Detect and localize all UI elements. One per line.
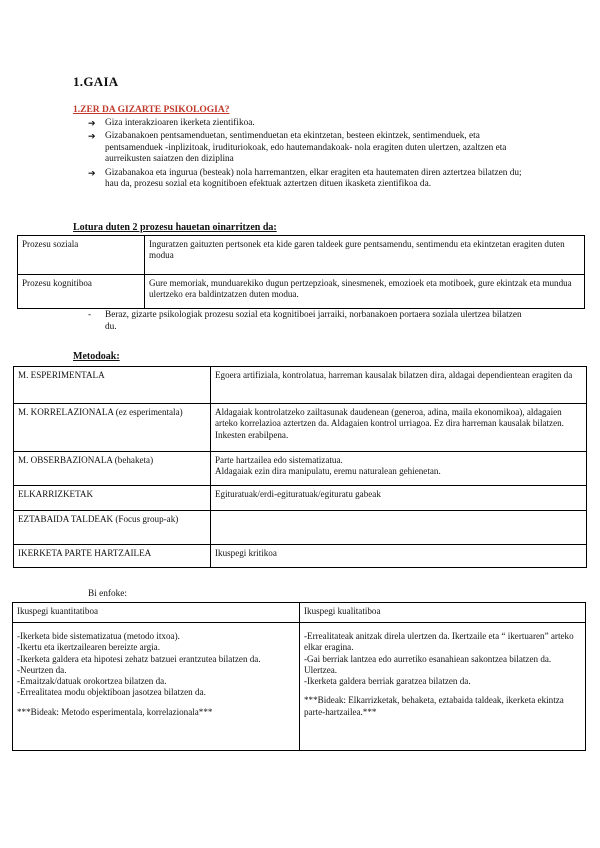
approach-line: -Ikerketa bide sistematizatua (metodo itxoa). [17,631,180,641]
table-row [14,367,587,404]
conclusion-text: Beraz, gizarte psikologiak prozesu sozial eta kognitiboei jarraiki, norbanakoen portaera soziala ulertzea bilatzen du. [105,310,522,332]
table-row [14,545,587,568]
bullet-list [88,118,533,190]
process-name: Prozesu soziala [18,236,145,275]
process-desc: Gure memoriak, munduarekiko dugun pertzepzioak, sinesmenek, emozioek eta motiboek, gure ekintzak eta mundua ulertzeko era baldintzatzen duten modua. [145,275,585,309]
method-name: M. OBSERBAZIONALA (behaketa) [14,452,211,486]
page-title: 1.GAIA [73,74,119,89]
method-desc [211,511,587,545]
method-desc: Aldagaiak kontrolatzeko zailtasunak daudenean (generoa, adina, maila ekonomikoa), aldagaien arteko korrelazioa aztertzen da. Aldagaien kontrol urriagoa. Ez dira harreman kausalak bilatzen. Inkesten erabilpena. [211,404,587,452]
table-row [13,603,586,623]
approach-line: -Ikerketa galdera eta hipotesi zehatz batzuei erantzutea bilatzen da. [17,653,261,664]
method-desc: Ikuspegi kritikoa [211,545,587,568]
table-row [14,511,587,545]
arrow-right-icon: ➔ [88,118,96,128]
approach-line: -Gai berriak lantzea edo aurretiko esanahiean sakontzea bilatzen da. Ulertzea. [304,653,552,675]
approach-header: Ikuspegi kualitatiboa [300,603,586,623]
approach-line: -Ikerketa galdera berriak garatzea bilatzen da. [304,676,471,687]
table-row [14,486,587,511]
method-name: M. ESPERIMENTALA [14,367,211,404]
method-name: IKERKETA PARTE HARTZAILEA [14,545,211,568]
process-desc: Inguratzen gaituzten pertsonek eta kide garen taldeek gure pentsamendu, sentimendu eta ekintzetan eragiten duten modua [145,236,585,275]
approaches-label: Bi enfoke: [88,589,127,599]
approach-qualitative [300,623,586,751]
method-desc: Egoera artifiziala, kontrolatua, harreman kausalak bilatzen dira, aldagai dependientean eragiten da [211,367,587,404]
bullet-text: Gizabanakoen pentsamenduetan, sentimenduetan eta ekintzetan, besteen ekintzek, sentimenduek, eta pentsamenduek -inplizitoak, irudituriokoak, edo hautemandakoak- nola eragiten duten ulertzen, azaltzen eta aurreikusten saiatzen den diziplina [105,131,507,165]
list-item [88,131,533,165]
table-row [18,275,585,309]
method-desc-line: Aldagaiak ezin dira manipulatu, eremu naturalean gehienetan. [215,466,441,477]
methods-table [13,366,587,568]
processes-heading: Lotura duten 2 prozesu hauetan oinarritzen da: [73,222,277,233]
method-desc [211,452,587,486]
approach-line: ***Bideak: Elkarrizketak, behaketa, eztabaida taldeak, ikerketa ekintza parte-hartzailea.*** [304,695,564,717]
approach-line: -Errealitatea modu objektiboan jasotzea bilatzen da. [17,687,206,698]
process-name: Prozesu kognitiboa [18,275,145,309]
arrow-right-icon: ➔ [88,131,96,142]
table-row [18,236,585,275]
section-title: 1.ZER DA GIZARTE PSIKOLOGIA? [73,105,230,115]
approach-spacer [17,699,295,707]
approaches-table [12,602,586,751]
table-row [14,452,587,486]
method-desc-line: Parte hartzailea edo sistematizatua. [215,455,343,465]
method-desc: Egituratuak/erdi-egituratuak/egituratu gabeak [211,486,587,511]
table-row [14,404,587,452]
method-name: ELKARRIZKETAK [14,486,211,511]
bullet-text: Gizabanakoa eta ingurua (besteak) nola harremantzen, elkar eragiten eta hautematen diren aztertzea bilatzen du; hau da, prozesu sozial eta kognitiboen efektuak aztertzen dituen ikasketa zientifikoa da. [105,167,522,190]
approach-line: -Emaitzak/datuak orokortzea bilatzen da. [17,676,167,687]
bullet-text: Giza interakzioaren ikerketa zientifikoa. [105,118,255,128]
method-name: M. KORRELAZIONALA (ez esperimentala) [14,404,211,452]
list-item [88,118,533,129]
approach-header: Ikuspegi kuantitatiboa [13,603,300,623]
approach-line: ***Bideak: Metodo esperimentala, korrelazionala*** [17,706,213,717]
table-row [13,623,586,751]
approach-line: -Ikertu eta ikertzailearen bereizte argia. [17,642,160,653]
list-item [88,168,533,191]
approach-quantitative [13,623,300,751]
dash-marker: - [88,310,92,320]
method-name: EZTABAIDA TALDEAK (Focus group-ak) [14,511,211,545]
processes-table [17,235,585,309]
methods-heading: Metodoak: [73,351,120,362]
approach-spacer [304,687,581,695]
approach-line: -Neurtzen da. [17,664,67,675]
approach-line: -Errealitateak anitzak direla ulertzen da. Ikertzaile eta “ ikertuaren” arteko elkar eragina. [304,631,574,653]
arrow-right-icon: ➔ [88,167,96,178]
